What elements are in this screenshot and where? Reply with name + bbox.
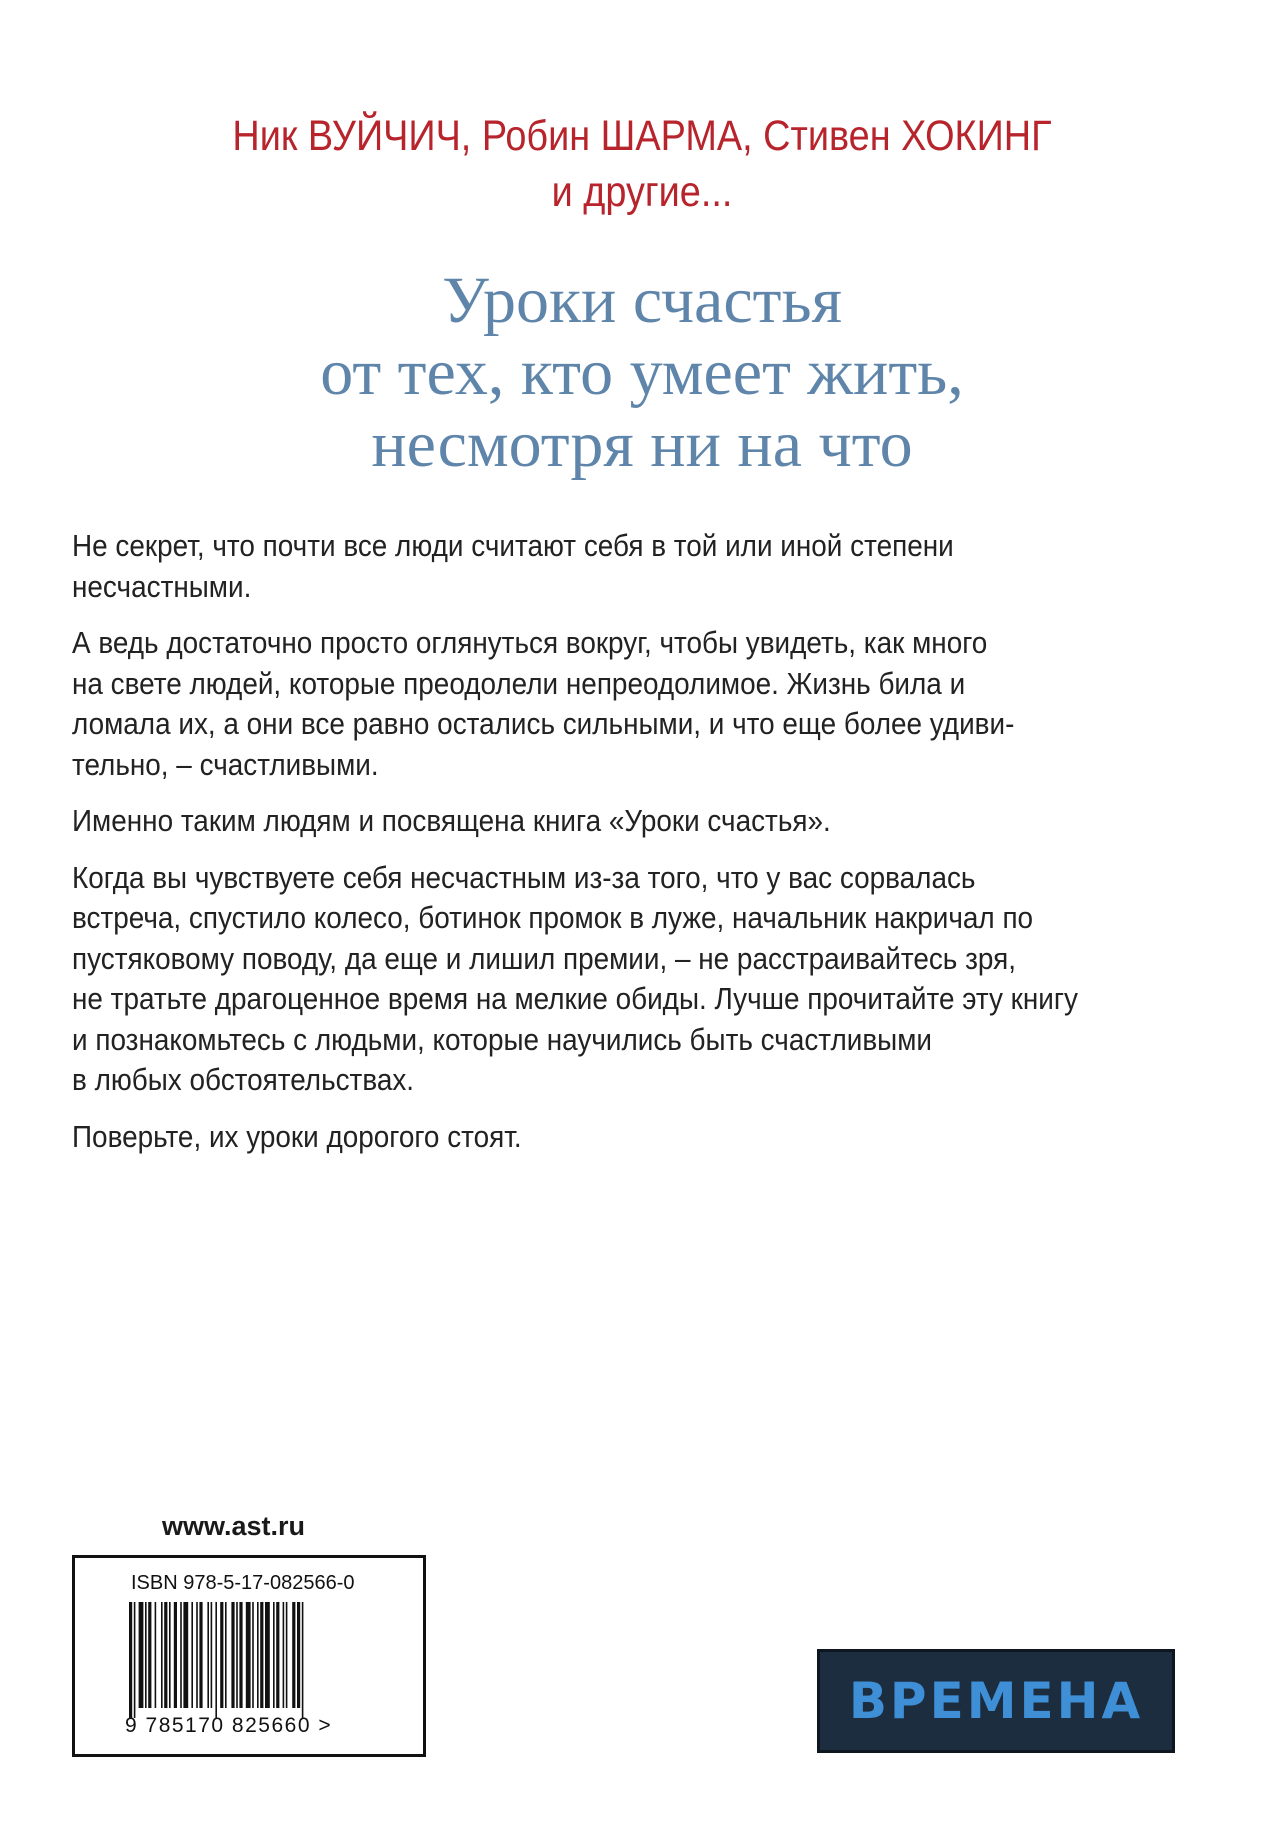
headline	[0, 265, 1284, 481]
paragraph-1	[72, 526, 1152, 607]
headline-line-2: от тех, кто умеет жить,	[320, 336, 964, 409]
barcode-box	[72, 1555, 426, 1757]
text-line: Не секрет, что почти все люди считают себя в той или иной степени	[72, 528, 954, 563]
barcode-bar	[231, 1602, 234, 1708]
barcode-bar	[302, 1602, 304, 1718]
text-line: А ведь достаточно просто оглянуться вокруг, чтобы увидеть, как много	[72, 625, 988, 660]
barcode-bar	[174, 1602, 177, 1708]
barcode-bar	[155, 1602, 157, 1708]
barcode-bar	[180, 1602, 182, 1708]
barcode-bar	[134, 1602, 136, 1718]
barcode-bar	[273, 1602, 275, 1708]
barcode-bar	[276, 1602, 279, 1708]
barcode-bar	[265, 1602, 270, 1708]
barcode-bar	[220, 1602, 223, 1708]
barcode-bar	[169, 1602, 171, 1708]
barcode-bar	[257, 1602, 259, 1708]
text-line: не тратьте драгоценное время на мелкие обиды. Лучше прочитайте эту книгу	[72, 981, 1078, 1016]
barcode-bar	[283, 1602, 285, 1708]
barcode-bar	[225, 1602, 227, 1708]
paragraph-4	[72, 858, 1152, 1101]
paragraph-5	[72, 1117, 1152, 1158]
barcode-bar	[207, 1602, 209, 1708]
text-line: встреча, спустило колесо, ботинок промок в луже, начальник накричал по	[72, 900, 1034, 935]
headline-line-3: несмотря ни на что	[371, 408, 913, 481]
barcode-bar	[199, 1602, 202, 1708]
paragraph-3	[72, 801, 1152, 842]
barcode-bar	[196, 1602, 198, 1708]
text-line: в любых обстоятельствах.	[72, 1062, 415, 1097]
barcode-bar	[183, 1602, 188, 1708]
barcode-graphic	[129, 1602, 373, 1718]
barcode-bar	[252, 1602, 254, 1708]
website-url: www.ast.ru	[162, 1511, 306, 1541]
barcode-bar	[148, 1602, 151, 1708]
barcode-bar	[246, 1602, 251, 1708]
text-line: несчастными.	[72, 568, 252, 604]
barcode-bar	[292, 1602, 295, 1708]
barcode-bar	[215, 1602, 217, 1718]
barcode-bar	[164, 1602, 167, 1708]
barcode-bar	[129, 1602, 132, 1718]
barcode-bar	[161, 1602, 163, 1708]
barcode-bar	[191, 1602, 193, 1708]
barcode-bar	[139, 1602, 144, 1708]
blurb-text	[72, 526, 1152, 1173]
text-line: и познакомьтесь с людьми, которые научились быть счастливыми	[72, 1021, 932, 1057]
barcode-bar	[286, 1602, 288, 1708]
barcode-bar	[211, 1602, 213, 1708]
text-line: на свете людей, которые преодолели непреодолимое. Жизнь била и	[72, 665, 966, 701]
text-line: Именно таким людям и посвящена книга «Уроки счастья».	[72, 803, 831, 838]
authors-others: и другие...	[551, 168, 733, 216]
text-line: пустяковому поводу, да еще и лишил премии, – не расстраивайтесь зря,	[72, 940, 1016, 976]
barcode-bar	[236, 1602, 238, 1708]
text-line: ломала их, а они все равно остались сильными, и что еще более удиви-	[72, 706, 1015, 741]
ean-digits: 9 785170 825660 >	[125, 1714, 333, 1737]
barcode-bar	[145, 1602, 147, 1708]
barcode-bar	[239, 1602, 242, 1708]
barcode-bar	[260, 1602, 263, 1708]
barcode-bar	[297, 1602, 300, 1708]
authors-block	[77, 108, 1207, 220]
isbn-label: ISBN 978-5-17-082566-0	[131, 1572, 355, 1594]
text-line: тельно, – счастливыми.	[72, 746, 379, 782]
paragraph-2	[72, 623, 1152, 785]
text-line: Поверьте, их уроки дорогого стоят.	[72, 1118, 522, 1154]
publisher-logo	[817, 1649, 1175, 1753]
headline-line-1: Уроки счастья	[442, 264, 842, 337]
publisher-name: ВРЕМЕНА	[848, 1672, 1144, 1730]
authors-line: Ник ВУЙЧИЧ, Робин ШАРМА, Стивен ХОКИНГ	[232, 112, 1052, 160]
text-line: Когда вы чувствуете себя несчастным из-за того, что у вас сорвалась	[72, 859, 976, 895]
